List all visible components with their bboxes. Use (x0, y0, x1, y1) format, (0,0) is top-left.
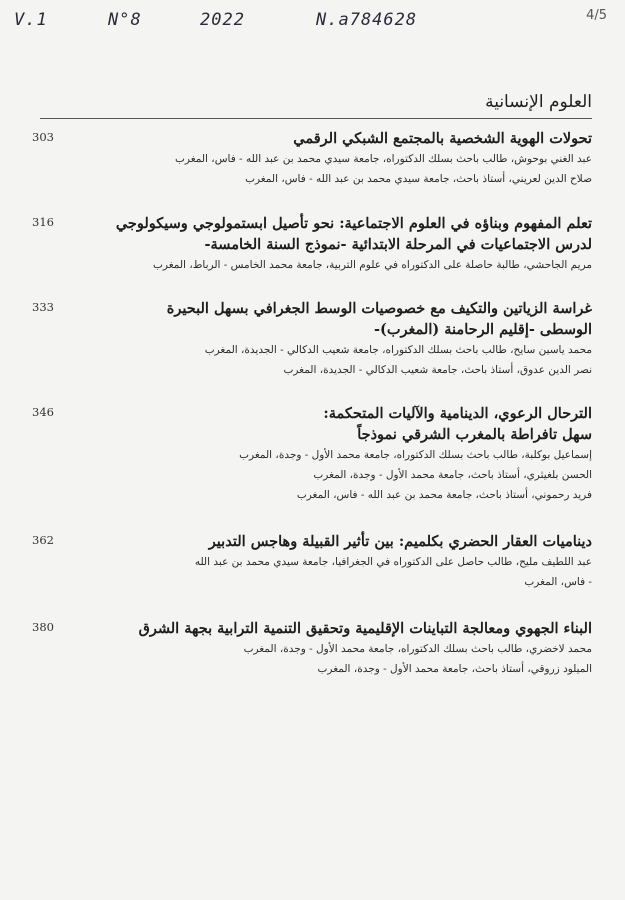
page-number: 380 (32, 620, 54, 634)
entry-title: الوسطى -إقليم الرحامنة (المغرب)- (374, 321, 592, 338)
entry-title: سهل تافراطة بالمغرب الشرقي نموذجاً (357, 426, 592, 443)
entry-title: غراسة الزياتين والتكيف مع خصوصيات الوسط الجغرافي بسهل البحيرة (166, 300, 592, 317)
toc-entry (32, 531, 592, 592)
page-number: 346 (32, 405, 54, 419)
toc-entry (32, 128, 592, 189)
entry-title: ديناميات العقار الحضري بكلميم: بين تأثير القبيلة وهاجس التدبير (208, 533, 592, 550)
page-number: 333 (32, 300, 54, 314)
entry-author: صلاح الدين لعريني، أستاذ باحث، جامعة سيدي محمد بن عبد الله - فاس، المغرب (245, 173, 592, 185)
handwritten-annotation (8, 6, 468, 40)
entry-title: لدرس الاجتماعيات في المرحلة الابتدائية -نموذج السنة الخامسة- (204, 236, 592, 253)
toc-entry (32, 403, 592, 505)
entry-author: الميلود زروقي، أستاذ باحث، جامعة محمد الأول - وجدة، المغرب (317, 663, 592, 675)
entry-author: محمد ياسين سايح، طالب باحث بسلك الدكتوراه، جامعة شعيب الدكالي - الجديدة، المغرب (204, 344, 592, 356)
entry-author: نصر الدين عدوق، أستاذ باحث، جامعة شعيب الدكالي - الجديدة، المغرب (283, 364, 592, 376)
page-number: 303 (32, 130, 54, 144)
section-title: العلوم الإنسانية (40, 92, 592, 119)
page-number: 316 (32, 215, 54, 229)
handwritten-mark: 2022 (200, 10, 245, 30)
toc-entry (32, 298, 592, 380)
entry-author: الحسن بلغيثري، أستاذ باحث، جامعة محمد الأول - وجدة، المغرب (313, 469, 592, 481)
entry-author: إسماعيل بوكلبة، طالب باحث بسلك الدكتوراه، جامعة محمد الأول - وجدة، المغرب (239, 449, 592, 461)
page-mark: 4/5 (586, 8, 607, 23)
entry-author: - فاس، المغرب (524, 576, 592, 588)
handwritten-mark: N.a784628 (316, 10, 418, 30)
page-number: 362 (32, 533, 54, 547)
handwritten-mark: V.1 (14, 10, 48, 30)
toc-entry (32, 213, 592, 275)
entry-author: محمد لاخضري، طالب باحث بسلك الدكتوراه، جامعة محمد الأول - وجدة، المغرب (243, 643, 592, 655)
entry-title: تحولات الهوية الشخصية بالمجتمع الشبكي الرقمي (293, 130, 592, 147)
entry-title: الترحال الرعوي، الدينامية والآليات المتحكمة: (323, 405, 592, 422)
toc-entry (32, 618, 592, 679)
entry-author: فريد رحموني، أستاذ باحث، جامعة محمد بن عبد الله - فاس، المغرب (296, 489, 592, 501)
entry-title: البناء الجهوي ومعالجة التباينات الإقليمية وتحقيق التنمية الترابية بجهة الشرق (138, 620, 592, 637)
entry-author: عبد اللطيف مليح، طالب حاصل على الدكتوراه في الجغرافيا، جامعة سيدي محمد بن عبد الله (194, 556, 592, 568)
handwritten-mark: N°8 (108, 10, 142, 30)
entry-author: عبد الغني بوحوش، طالب باحث بسلك الدكتوراه، جامعة سيدي محمد بن عبد الله - فاس، المغرب (175, 153, 592, 165)
entry-title: تعلم المفهوم وبناؤه في العلوم الاجتماعية: نحو تأصيل ابستمولوجي وسيكولوجي (115, 215, 592, 232)
entry-author: مريم الجاحشي، طالبة حاصلة على الدكتوراه في علوم التربية، جامعة محمد الخامس - الرباط، المغرب (153, 259, 592, 271)
